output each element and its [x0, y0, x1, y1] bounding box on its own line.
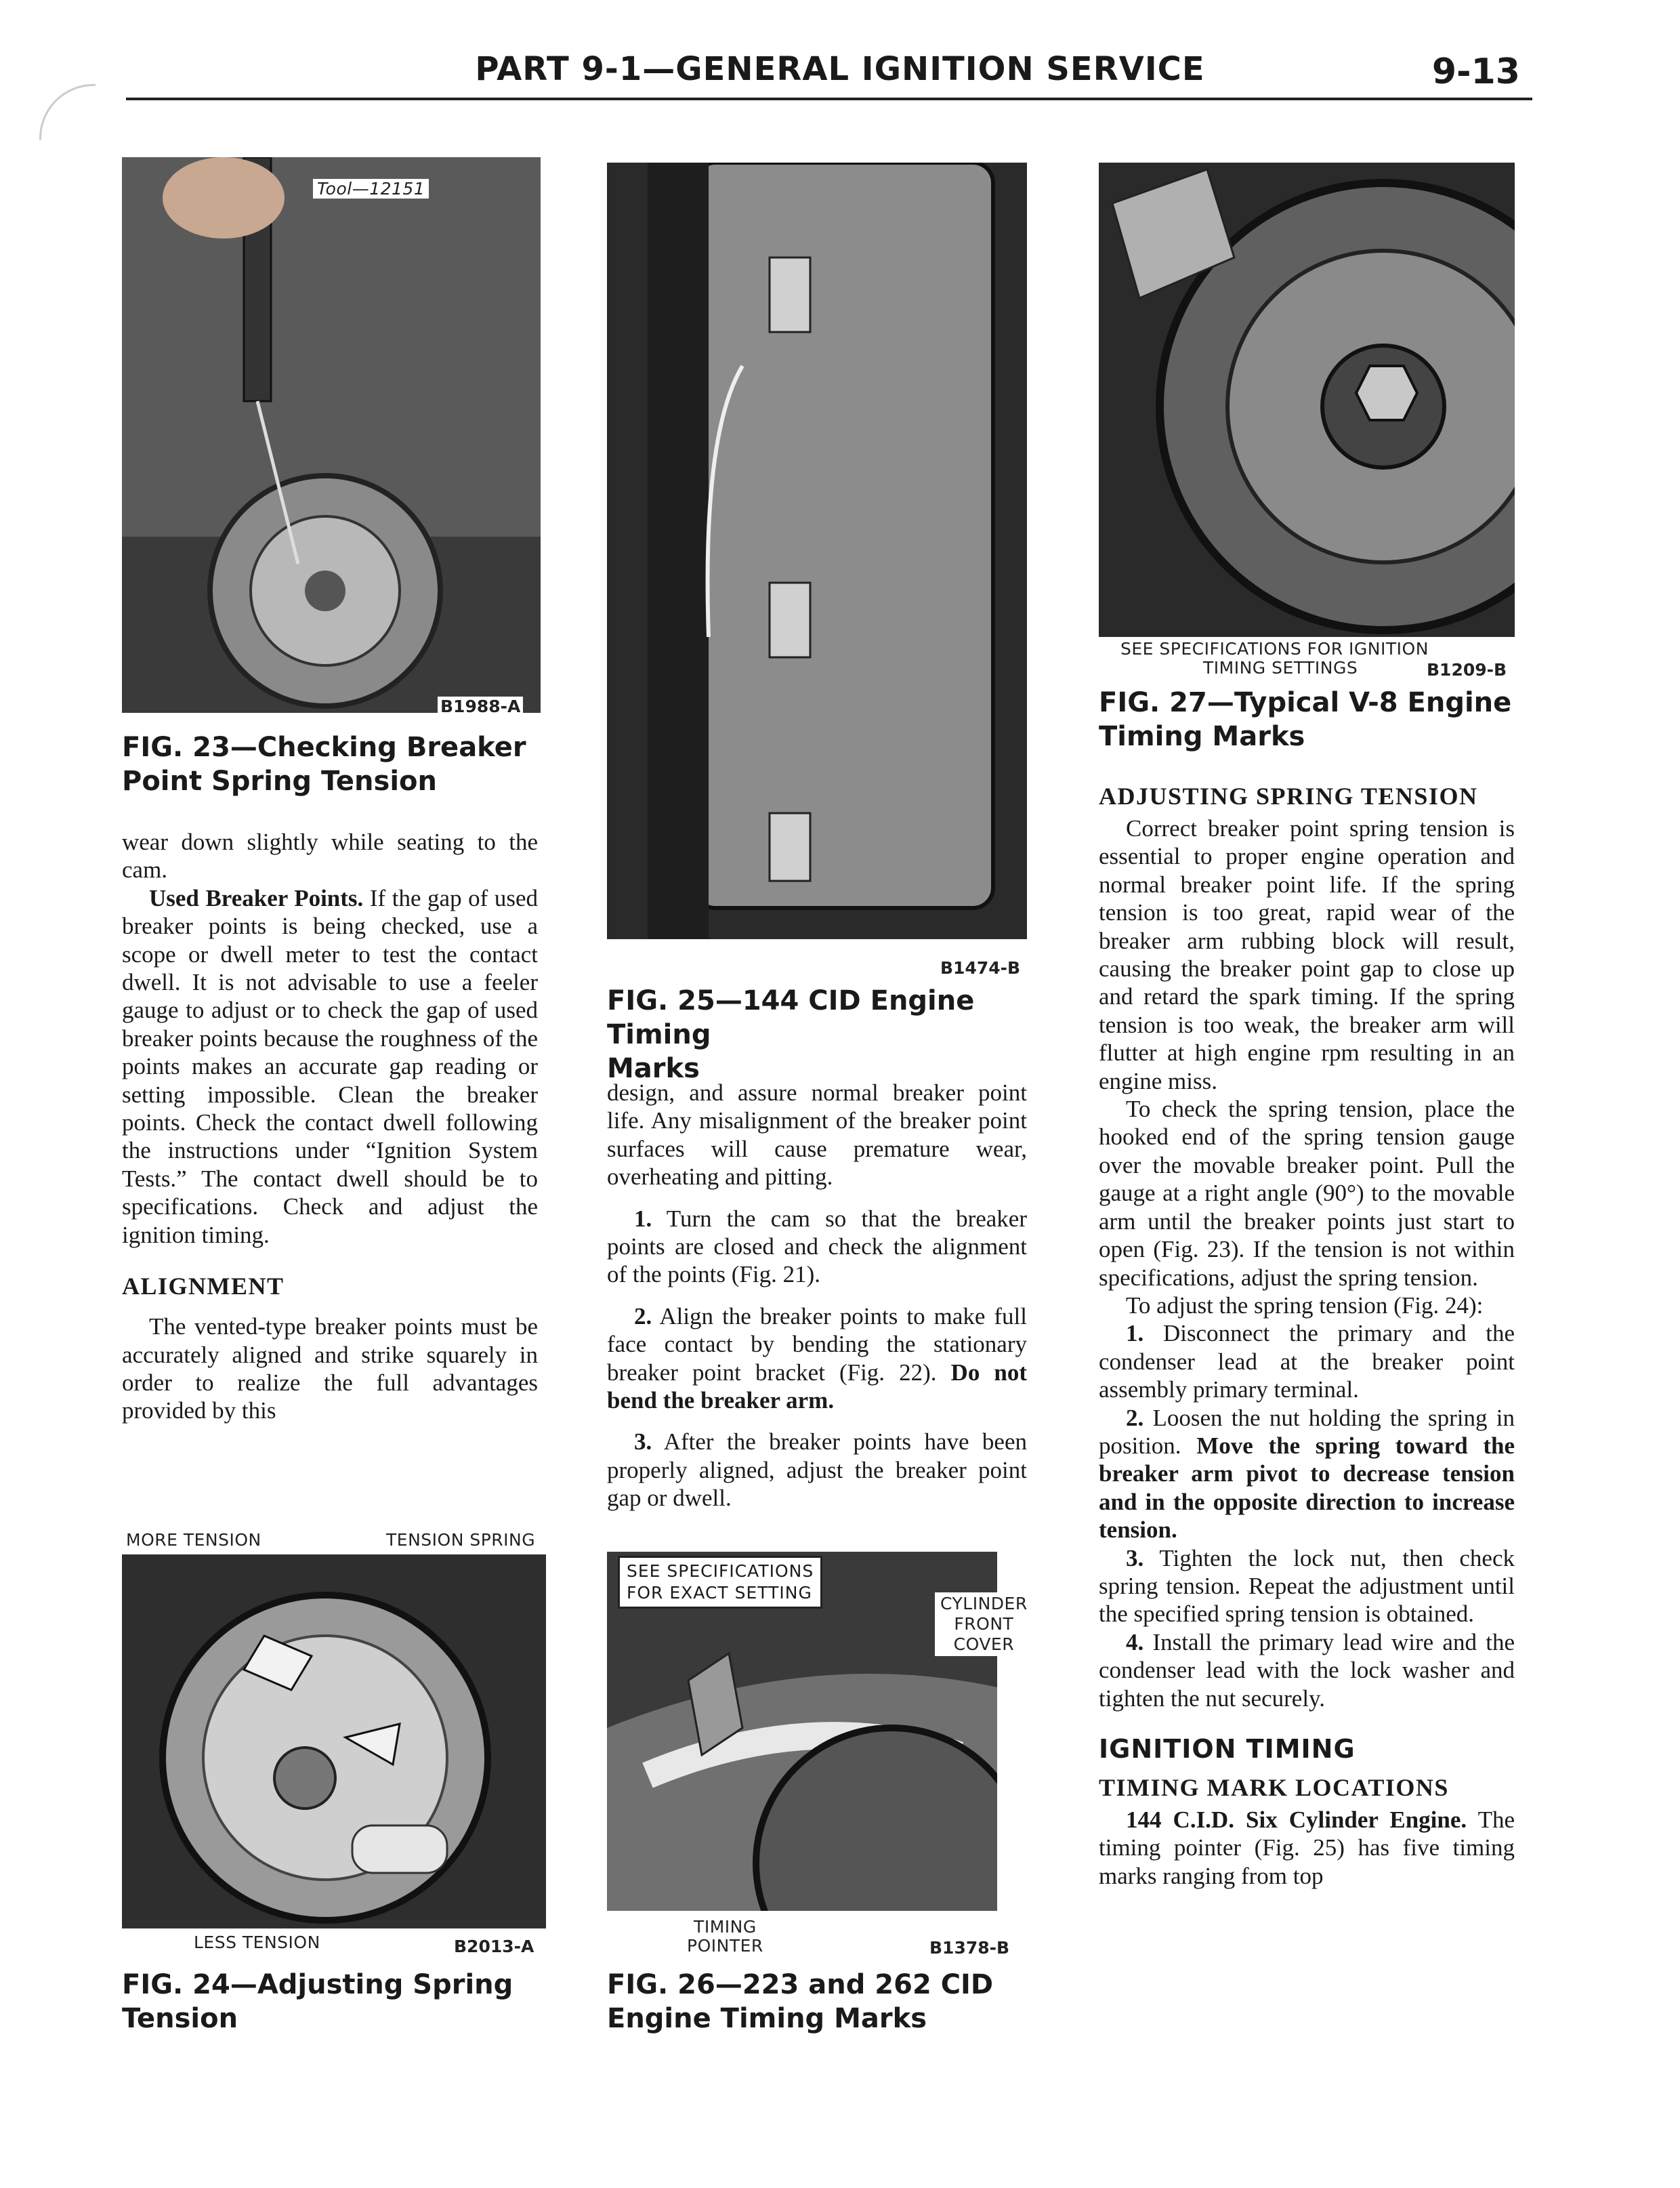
- fig25-caption: [607, 984, 1041, 1086]
- col2-step-2: [607, 1302, 1027, 1415]
- col3-paragraph-4-lead: 144 C.I.D. Six Cylinder Engine.: [1126, 1807, 1467, 1833]
- fig24-code: B2013-A: [454, 1937, 534, 1956]
- fig27-caption: [1099, 686, 1532, 754]
- ignition-timing-heading: IGNITION TIMING: [1099, 1734, 1356, 1764]
- fig23-caption-line1: FIG. 23—Checking Breaker: [122, 732, 526, 763]
- fig27-photo: [1099, 163, 1515, 637]
- fig23-code: B1988-A: [438, 697, 523, 716]
- fig23-caption-line2: Point Spring Tension: [122, 766, 437, 797]
- fig24-less-tension-label: LESS TENSION: [194, 1933, 320, 1952]
- fig24-caption: [122, 1968, 555, 2036]
- fig24-more-tension-label: MORE TENSION: [126, 1530, 261, 1550]
- fig26-cyl-line3: COVER: [953, 1634, 1015, 1654]
- col2-step-3-text: After the breaker points have been properly aligned, adjust the breaker point gap or dwell.: [607, 1428, 1027, 1512]
- col1-paragraph-2-body: If the gap of used breaker points is being checked, use a scope or dwell meter to test the contact dwell. It is not advisable to use a feeler gauge to adjust or to check the gap of used breaker points because the roughness of the points makes an accurate gap reading or setting impossible. Clean the breaker points. Check the contact dwell following the instructions under “Ignition System Tests.” The contact dwell should be to specifications. Check and adjust the ignition timing.: [122, 884, 538, 1248]
- col1-paragraph-1: wear down slightly while seating to the cam.: [122, 829, 538, 884]
- col3-step-1-number: 1.: [1126, 1320, 1144, 1347]
- fig24-tension-spring-label: TENSION SPRING: [386, 1530, 536, 1550]
- col3-step-2-text: Loosen the nut holding the spring in position.: [1099, 1404, 1515, 1459]
- column-2-text: [607, 1079, 1027, 1512]
- col2-paragraph-1: design, and assure normal breaker point life. Any misalignment of the breaker point surfaces will cause premature wear, overheating and pitting.: [607, 1079, 1027, 1191]
- breaker-gauge-illustration: [122, 157, 541, 713]
- col1-paragraph-3: The vented-type breaker points must be accurately aligned and strike squarely in order to realize the full advantages provided by this: [122, 1313, 538, 1424]
- col3-paragraph-1: Correct breaker point spring tension is essential to proper engine operation and normal breaker point life. If the spring tension is too great, rapid wear of the breaker arm rubbing block will result, causing the breaker point gap to close up and retard the spark timing. If the spring tension is too weak, the breaker arm will flutter at high engine rpm resulting in an engine miss.: [1099, 815, 1515, 1094]
- header-rule: [126, 98, 1532, 100]
- v8-pulley-illustration: [1099, 163, 1515, 637]
- fig26-pointer-line1: TIMING: [694, 1917, 757, 1937]
- fig25-caption-line1: FIG. 25—144 CID Engine Timing: [607, 985, 975, 1050]
- timing-mark-locations-heading: TIMING MARK LOCATIONS: [1099, 1774, 1449, 1801]
- col3-step-4: [1099, 1628, 1515, 1712]
- page-number: 9-13: [1431, 51, 1520, 92]
- fig26-cyl-line1: CYLINDER: [940, 1594, 1028, 1613]
- col3-step-3: [1099, 1544, 1515, 1628]
- col3-paragraph-4: [1099, 1806, 1515, 1890]
- column-1-text: [122, 828, 538, 1425]
- col1-paragraph-2: [122, 884, 538, 1249]
- corner-decoration: [39, 84, 96, 140]
- col2-step-2-text: Align the breaker points to make full face contact by bending the stationary breaker point bracket (Fig. 22).: [607, 1302, 1027, 1386]
- fig27-note-line2: TIMING SETTINGS: [1203, 658, 1358, 678]
- fig24-caption-line1: FIG. 24—Adjusting Spring: [122, 1969, 513, 2000]
- col3-paragraph-3: To adjust the spring tension (Fig. 24):: [1126, 1292, 1484, 1319]
- fig26-timing-pointer-label: [687, 1918, 763, 1956]
- fig26-spec-callout: [618, 1556, 822, 1609]
- fig24-photo: [122, 1554, 546, 1928]
- col2-step-2-warning: Do not bend the breaker arm.: [607, 1359, 1027, 1414]
- col2-step-3: [607, 1428, 1027, 1512]
- fig27-caption-line1: FIG. 27—Typical V-8 Engine: [1099, 687, 1512, 718]
- alignment-heading: ALIGNMENT: [122, 1273, 285, 1300]
- adjusting-spring-tension-heading: ADJUSTING SPRING TENSION: [1099, 783, 1478, 810]
- column-3-text: [1099, 782, 1515, 1890]
- col2-step-3-number: 3.: [634, 1428, 652, 1456]
- col3-step-3-number: 3.: [1126, 1544, 1144, 1571]
- fig26-pointer-line2: POINTER: [687, 1936, 763, 1956]
- fig26-cyl-line2: FRONT: [954, 1614, 1014, 1634]
- page-header-title: PART 9-1—GENERAL IGNITION SERVICE: [475, 50, 1205, 88]
- col3-step-4-text: Install the primary lead wire and the condenser lead with the lock washer and tighten the nut securely.: [1099, 1628, 1515, 1712]
- col3-step-1: [1099, 1319, 1515, 1403]
- fig25-caption-line2: Marks: [607, 1053, 700, 1084]
- fig26-spec-line2: FOR EXACT SETTING: [627, 1583, 812, 1603]
- engine-timing-cover-illustration: [607, 163, 1027, 939]
- col3-step-2-instruction: Move the spring toward the breaker arm pivot to decrease tension and in the opposite direction to increase tension.: [1099, 1432, 1515, 1544]
- fig26-code: B1378-B: [929, 1938, 1010, 1958]
- fig26-cylinder-front-cover-label: [935, 1592, 1033, 1656]
- fig25-photo: [607, 163, 1027, 939]
- col3-paragraph-4-body: The timing pointer (Fig. 25) has five timing marks ranging from top: [1099, 1807, 1515, 1889]
- col2-step-2-number: 2.: [634, 1302, 652, 1329]
- fig23-caption: [122, 730, 555, 798]
- fig27-note-line1: SEE SPECIFICATIONS FOR IGNITION: [1120, 639, 1429, 659]
- col2-step-1-number: 1.: [634, 1205, 652, 1232]
- fig27-caption-line2: Timing Marks: [1099, 721, 1305, 752]
- fig25-code: B1474-B: [940, 958, 1021, 978]
- col3-paragraph-2: To check the spring tension, place the hooked end of the spring tension gauge over the movable breaker point. Pull the gauge at a right angle (90°) to the movable arm until the breaker points just start to open (Fig. 23). If the tension is not within specifications, adjust the spring tension.: [1099, 1096, 1515, 1291]
- fig24-caption-line2: Tension: [122, 2003, 238, 2034]
- fig26-caption-line2: Engine Timing Marks: [607, 2003, 927, 2034]
- fig26-spec-line1: SEE SPECIFICATIONS: [627, 1561, 814, 1581]
- col2-step-1: [607, 1205, 1027, 1289]
- col3-step-1-text: Disconnect the primary and the condenser lead at the breaker point assembly primary terminal.: [1099, 1320, 1515, 1403]
- fig27-code: B1209-B: [1427, 660, 1507, 680]
- fig26-caption-line1: FIG. 26—223 and 262 CID: [607, 1969, 994, 2000]
- fig26-caption: [607, 1968, 1041, 2036]
- col1-paragraph-2-lead: Used Breaker Points.: [149, 884, 364, 911]
- col2-step-1-text: Turn the cam so that the breaker points are closed and check the alignment of the points (Fig. 21).: [607, 1205, 1027, 1288]
- fig23-tool-label: Tool—12151: [313, 179, 429, 199]
- col3-step-2: [1099, 1404, 1515, 1544]
- col3-step-3-text: Tighten the lock nut, then check spring tension. Repeat the adjustment until the specified spring tension is obtained.: [1099, 1544, 1515, 1628]
- col3-step-2-number: 2.: [1126, 1404, 1144, 1431]
- col3-step-4-number: 4.: [1126, 1628, 1144, 1655]
- fig23-photo: [122, 157, 541, 713]
- breaker-plate-illustration: [122, 1554, 546, 1928]
